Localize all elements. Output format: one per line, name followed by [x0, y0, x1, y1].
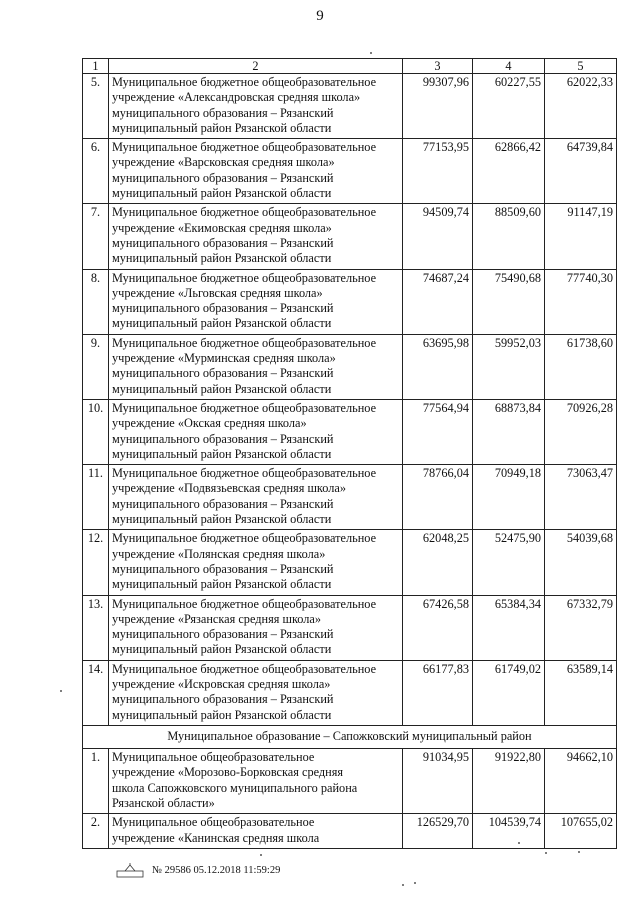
row-number: 14.: [83, 660, 109, 725]
value-col3: 77564,94: [403, 399, 473, 464]
value-col4: 104539,74: [473, 814, 545, 849]
row-number: 7.: [83, 204, 109, 269]
table-row: [83, 139, 617, 204]
value-col5: 91147,19: [545, 204, 617, 269]
header-cell-1: 1: [83, 59, 109, 74]
institution-name: Муниципальное бюджетное общеобразовательное учреждение «Мурминская средняя школа» муниципального образования – Рязанский муниципальный район Рязанской области: [109, 334, 403, 399]
value-col5: 67332,79: [545, 595, 617, 660]
header-cell-2: 2: [109, 59, 403, 74]
page-number: 9: [316, 8, 324, 24]
value-col3: 99307,96: [403, 74, 473, 139]
value-col5: 70926,28: [545, 399, 617, 464]
institution-name: Муниципальное бюджетное общеобразовательное учреждение «Льговская средняя школа» муниципального образования – Рязанский муниципальный район Рязанской области: [109, 269, 403, 334]
value-col4: 59952,03: [473, 334, 545, 399]
table-row: [83, 204, 617, 269]
institution-name: Муниципальное бюджетное общеобразовательное учреждение «Рязанская средняя школа» муниципального образования – Рязанский муниципальный район Рязанской области: [109, 595, 403, 660]
section-title: Муниципальное образование – Сапожковский муниципальный район: [83, 725, 617, 748]
value-col4: 65384,34: [473, 595, 545, 660]
institution-name: Муниципальное бюджетное общеобразовательное учреждение «Варсковская средняя школа» муниципального образования – Рязанский муниципальный район Рязанской области: [109, 139, 403, 204]
table-row: [83, 399, 617, 464]
institution-name: Муниципальное бюджетное общеобразовательное учреждение «Екимовская средняя школа» муниципального образования – Рязанский муниципальный район Рязанской области: [109, 204, 403, 269]
value-col4: 52475,90: [473, 530, 545, 595]
section-row: [83, 725, 617, 748]
stamp-icon: [116, 862, 144, 878]
value-col5: 63589,14: [545, 660, 617, 725]
row-number: 10.: [83, 399, 109, 464]
value-col3: 126529,70: [403, 814, 473, 849]
value-col3: 78766,04: [403, 465, 473, 530]
row-number: 6.: [83, 139, 109, 204]
row-number: 2.: [83, 814, 109, 849]
institution-name: Муниципальное общеобразовательное учреждение «Морозово-Борковская средняя школа Сапожковского муниципального района Рязанской области»: [109, 749, 403, 814]
footer-registration: [116, 862, 280, 878]
value-col3: 62048,25: [403, 530, 473, 595]
institution-name: Муниципальное бюджетное общеобразовательное учреждение «Александровская средняя школа» муниципального образования – Рязанский муниципальный район Рязанской области: [109, 74, 403, 139]
budget-table: [82, 58, 617, 849]
table-row: [83, 269, 617, 334]
value-col3: 94509,74: [403, 204, 473, 269]
value-col5: 64739,84: [545, 139, 617, 204]
institution-name: Муниципальное бюджетное общеобразовательное учреждение «Полянская средняя школа» муниципального образования – Рязанский муниципальный район Рязанской области: [109, 530, 403, 595]
row-number: 9.: [83, 334, 109, 399]
row-number: 11.: [83, 465, 109, 530]
table-row: [83, 660, 617, 725]
value-col5: 77740,30: [545, 269, 617, 334]
table-row: [83, 74, 617, 139]
table-row: [83, 814, 617, 849]
value-col5: 54039,68: [545, 530, 617, 595]
row-number: 12.: [83, 530, 109, 595]
value-col4: 91922,80: [473, 749, 545, 814]
row-number: 8.: [83, 269, 109, 334]
value-col5: 62022,33: [545, 74, 617, 139]
value-col5: 94662,10: [545, 749, 617, 814]
table-row: [83, 465, 617, 530]
value-col4: 75490,68: [473, 269, 545, 334]
value-col5: 107655,02: [545, 814, 617, 849]
value-col3: 67426,58: [403, 595, 473, 660]
table-row: [83, 595, 617, 660]
table-header-row: [83, 59, 617, 74]
row-number: 13.: [83, 595, 109, 660]
value-col4: 61749,02: [473, 660, 545, 725]
value-col5: 61738,60: [545, 334, 617, 399]
table-row: [83, 334, 617, 399]
value-col4: 62866,42: [473, 139, 545, 204]
value-col4: 60227,55: [473, 74, 545, 139]
header-cell-3: 3: [403, 59, 473, 74]
institution-name: Муниципальное бюджетное общеобразовательное учреждение «Окская средняя школа» муниципального образования – Рязанский муниципальный район Рязанской области: [109, 399, 403, 464]
institution-name: Муниципальное бюджетное общеобразовательное учреждение «Искровская средняя школа» муниципального образования – Рязанский муниципальный район Рязанской области: [109, 660, 403, 725]
value-col4: 68873,84: [473, 399, 545, 464]
value-col3: 91034,95: [403, 749, 473, 814]
row-number: 5.: [83, 74, 109, 139]
institution-name: Муниципальное общеобразовательное учреждение «Канинская средняя школа: [109, 814, 403, 849]
value-col5: 73063,47: [545, 465, 617, 530]
value-col3: 74687,24: [403, 269, 473, 334]
institution-name: Муниципальное бюджетное общеобразовательное учреждение «Подвязьевская средняя школа» муниципального образования – Рязанский муниципальный район Рязанской области: [109, 465, 403, 530]
doc-reference: № 29586 05.12.2018 11:59:29: [152, 864, 281, 876]
value-col4: 88509,60: [473, 204, 545, 269]
value-col3: 63695,98: [403, 334, 473, 399]
value-col3: 66177,83: [403, 660, 473, 725]
header-cell-4: 4: [473, 59, 545, 74]
row-number: 1.: [83, 749, 109, 814]
table-row: [83, 530, 617, 595]
table-row: [83, 749, 617, 814]
header-cell-5: 5: [545, 59, 617, 74]
value-col3: 77153,95: [403, 139, 473, 204]
value-col4: 70949,18: [473, 465, 545, 530]
